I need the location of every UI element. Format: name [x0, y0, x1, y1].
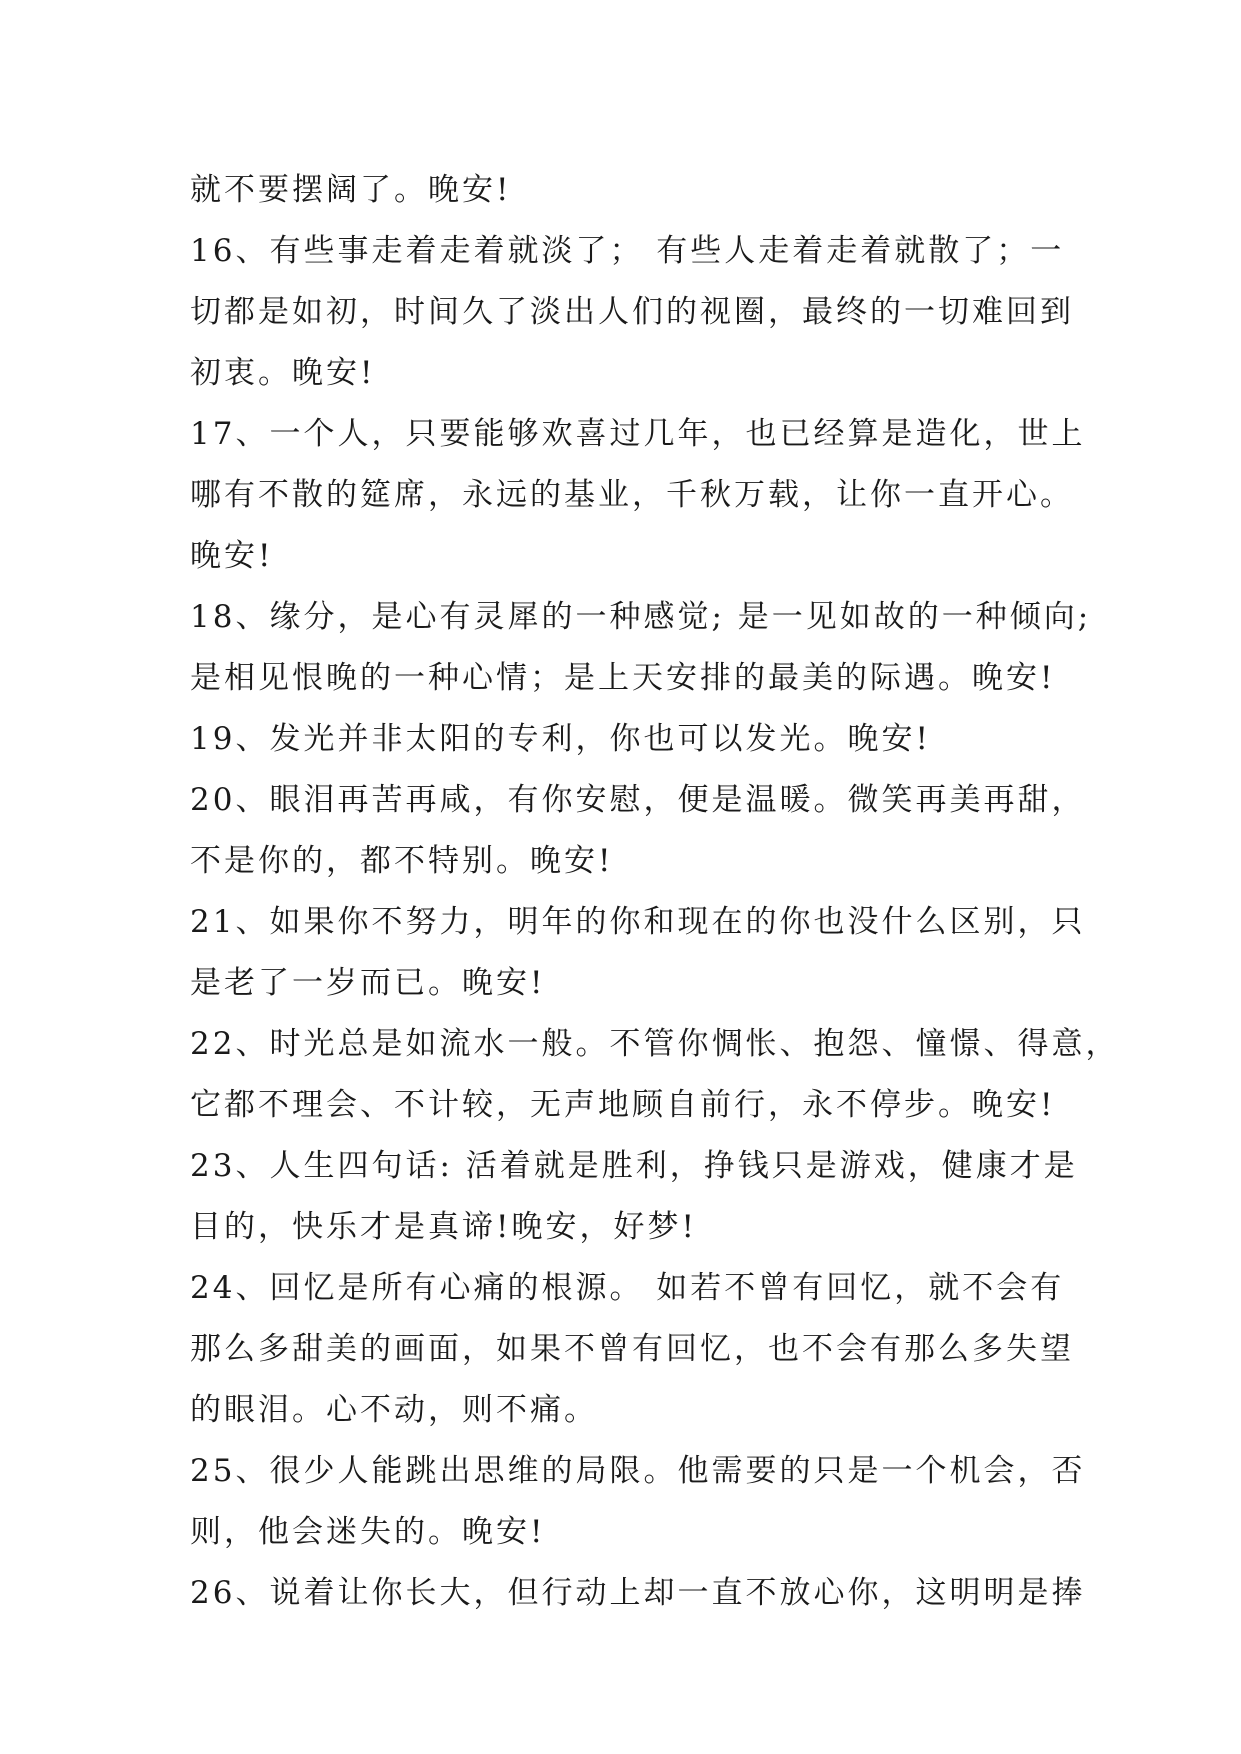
text-line: 17、一个人，只要能够欢喜过几年，也已经算是造化，世上 [190, 416, 1086, 452]
text-line: 晚安! [190, 538, 274, 574]
text-line: 初衷。晚安! [190, 355, 376, 391]
text-line: 18、缘分，是心有灵犀的一种感觉; 是一见如故的一种倾向; [190, 599, 1092, 635]
body-text [190, 160, 1120, 1624]
text-line: 24、回忆是所有心痛的根源。 如若不曾有回忆，就不会有 [190, 1270, 1065, 1306]
text-line: 是老了一岁而已。晚安! [190, 965, 546, 1001]
text-line: 25、很少人能跳出思维的局限。他需要的只是一个机会，否 [190, 1453, 1086, 1489]
text-line: 就不要摆阔了。晚安! [190, 172, 512, 208]
text-line: 21、如果你不努力，明年的你和现在的你也没什么区别，只 [190, 904, 1086, 940]
text-line: 目的，快乐才是真谛!晚安，好梦! [190, 1209, 697, 1245]
text-line: 则，他会迷失的。晚安! [190, 1514, 546, 1550]
text-line: 16、有些事走着走着就淡了； 有些人走着走着就散了；一 [190, 233, 1065, 269]
text-line: 不是你的，都不特别。晚安! [190, 843, 614, 879]
text-line: 20、眼泪再苦再咸，有你安慰，便是温暖。微笑再美再甜， [190, 782, 1086, 818]
text-line: 它都不理会、不计较，无声地顾自前行，永不停步。晚安! [190, 1087, 1056, 1123]
text-line: 哪有不散的筵席，永远的基业，千秋万载，让你一直开心。 [190, 477, 1074, 513]
text-line: 切都是如初，时间久了淡出人们的视圈，最终的一切难回到 [190, 294, 1074, 330]
text-line: 是相见恨晚的一种心情；是上天安排的最美的际遇。晚安! [190, 660, 1056, 696]
text-line: 22、时光总是如流水一般。不管你惆怅、抱怨、憧憬、得意， [190, 1026, 1120, 1062]
text-line: 那么多甜美的画面，如果不曾有回忆，也不会有那么多失望 [190, 1331, 1074, 1367]
text-line: 的眼泪。心不动，则不痛。 [190, 1392, 598, 1428]
text-line: 26、说着让你长大，但行动上却一直不放心你，这明明是捧 [190, 1575, 1086, 1611]
text-line: 23、人生四句话: 活着就是胜利，挣钱只是游戏，健康才是 [190, 1148, 1078, 1184]
text-line: 19、发光并非太阳的专利，你也可以发光。晚安! [190, 721, 931, 757]
